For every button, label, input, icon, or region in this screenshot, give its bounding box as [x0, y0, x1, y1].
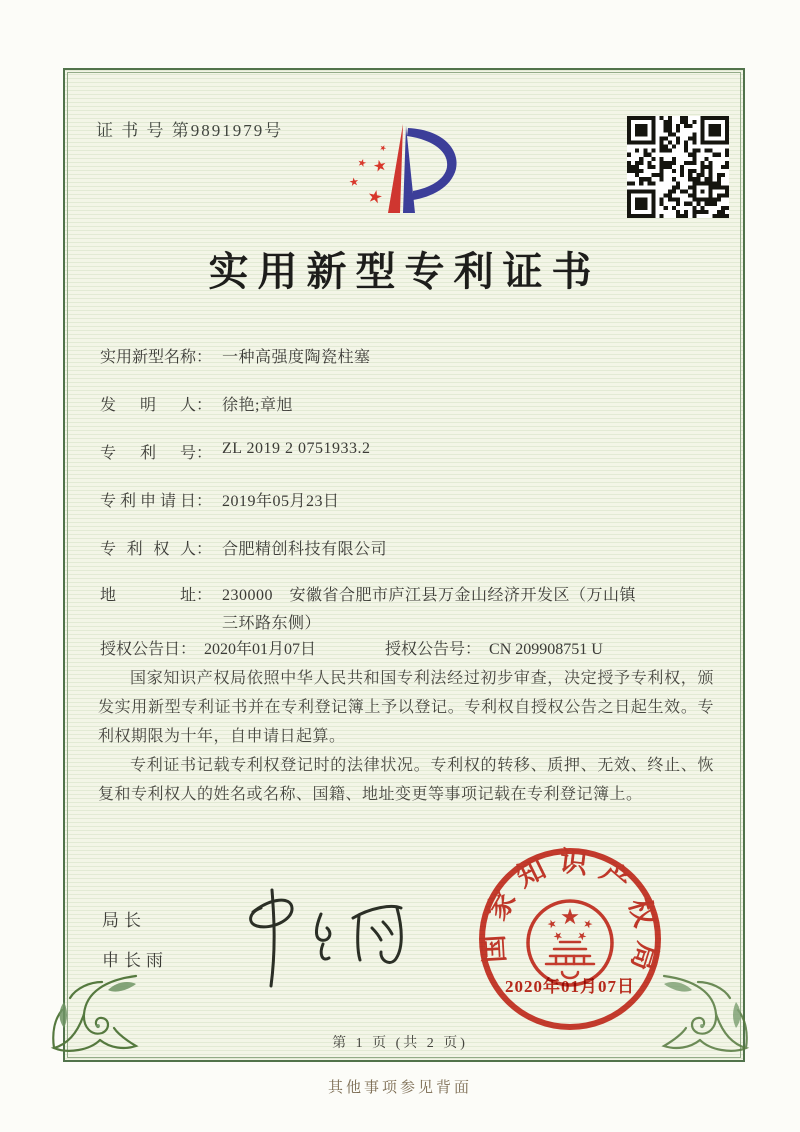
official-red-seal-icon [474, 843, 666, 1035]
field-value-address: 230000 安徽省合肥市庐江县万金山经济开发区（万山镇 三环路东侧） [222, 587, 637, 632]
field-label: 实用新型名称 [100, 349, 197, 366]
qr-code-svg [627, 116, 729, 218]
grant-no-value: CN 209908751 U [489, 641, 603, 658]
page-number: 第 1 页 (共 2 页) [332, 1036, 468, 1051]
field-row-inventor: 发明人： 徐艳;章旭 [100, 392, 730, 415]
signer-name: 申长雨 [102, 951, 168, 970]
handwritten-signature-icon [225, 886, 420, 991]
certificate-title: 实用新型专利证书 [208, 249, 601, 294]
field-label: 发明人 [100, 397, 196, 414]
field-row-address: 地址： 230000 安徽省合肥市庐江县万金山经济开发区（万山镇 三环路东侧） [100, 582, 730, 638]
field-label: 地址 [100, 587, 196, 604]
signer-title: 局长 [102, 911, 146, 930]
field-label: 专利号 [100, 445, 196, 462]
grant-date-value: 2020年01月07日 [204, 641, 317, 658]
back-side-note: 其他事项参见背面 [327, 1080, 472, 1096]
legal-paragraph: 国家知识产权局依照中华人民共和国专利法经过初步审查，决定授予专利权，颁发实用新型专利证书并在专利登记簿上予以登记。专利权自授权公告之日起生效。专利权期限为十年，自申请日起算。 [98, 670, 714, 745]
cnipa-logo-icon [346, 112, 468, 228]
grant-date-label: 授权公告日 [100, 641, 181, 658]
field-row-name: 实用新型名称： 一种高强度陶瓷柱塞 [100, 344, 730, 367]
field-row-grant: 授权公告日： 2020年01月07日 授权公告号： CN 209908751 U [100, 641, 603, 658]
field-label: 专利申请日 [100, 493, 196, 510]
field-value: 合肥精创科技有限公司 [222, 541, 388, 558]
field-row-filing-date: 专利申请日： 2019年05月23日 [100, 488, 730, 511]
field-row-patent-no: 专利号： ZL 2019 2 0751933.2 [100, 440, 371, 462]
field-value: 2019年05月23日 [222, 493, 340, 510]
qr-code [627, 116, 729, 218]
legal-paragraph: 专利证书记载专利权登记时的法律状况。专利权的转移、质押、无效、终止、恢复和专利权人的姓名或名称、国籍、地址变更等事项记载在专利登记簿上。 [98, 757, 714, 803]
grant-no-label: 授权公告号 [385, 641, 466, 658]
seal-date: 2020年01月07日 [505, 977, 635, 996]
field-label: 专利权人 [100, 541, 196, 558]
field-value: ZL 2019 2 0751933.2 [222, 440, 371, 457]
seal-arc-text: 国家知识产权局 [478, 846, 663, 985]
certificate-number: 证 书 号 第9891979号 [96, 121, 284, 140]
field-value: 一种高强度陶瓷柱塞 [222, 349, 371, 366]
field-row-patentee: 专利权人： 合肥精创科技有限公司 [100, 536, 730, 559]
legal-text-block [98, 664, 714, 809]
field-value: 徐艳;章旭 [222, 397, 293, 414]
